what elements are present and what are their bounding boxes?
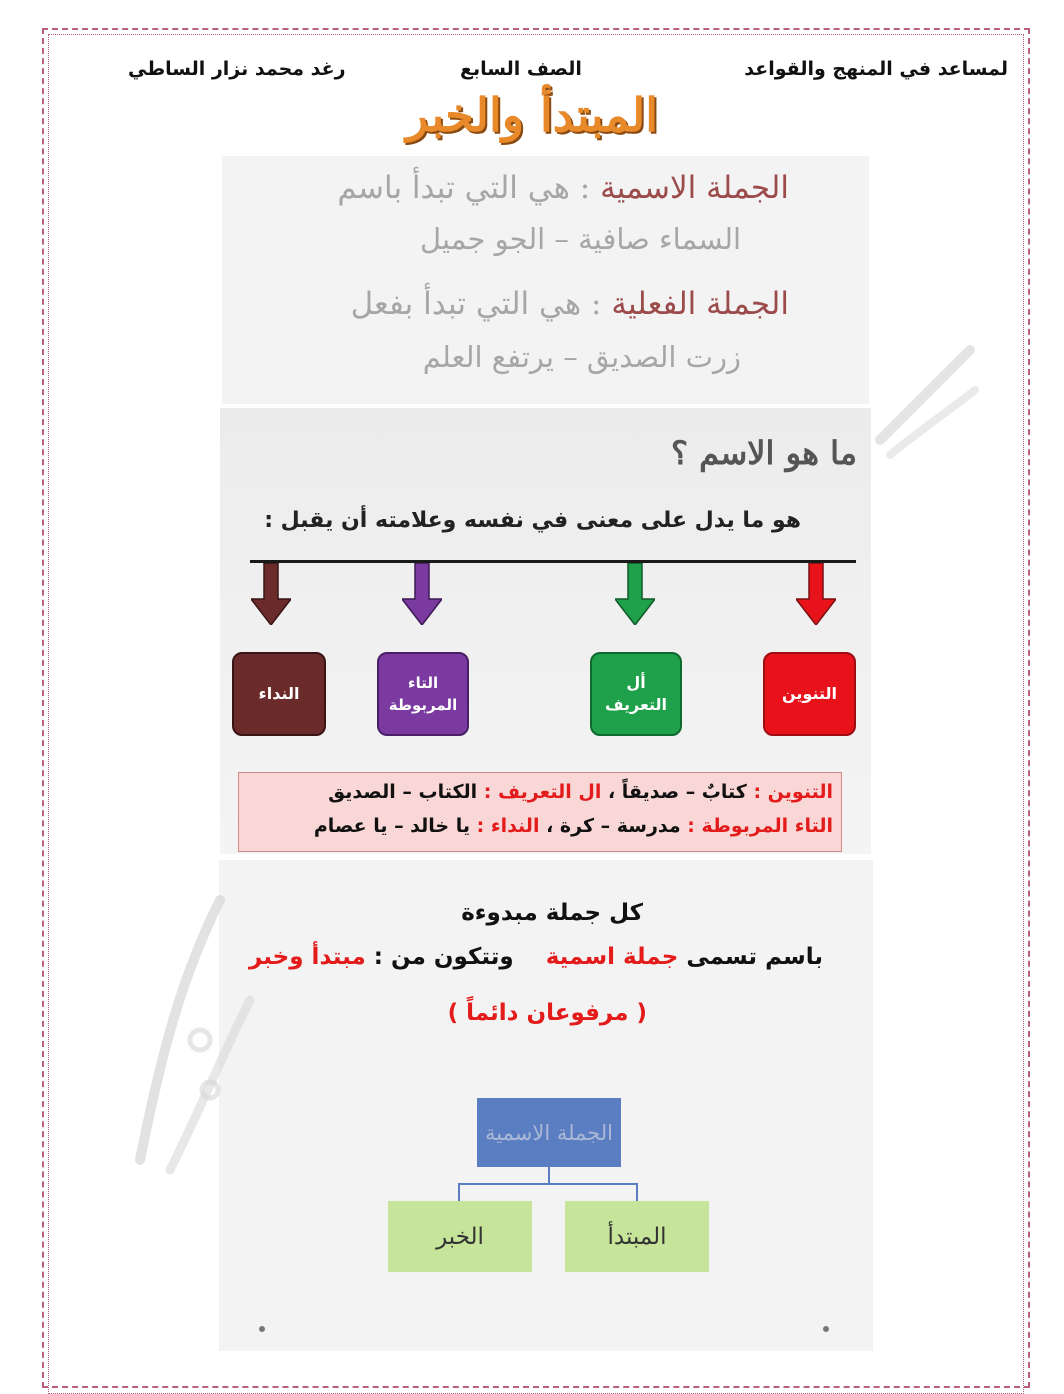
verbal-definition-line: الجملة الفعلية : هي التي تبدأ بفعل [350,286,789,322]
noun-question: ما هو الاسم ؟ [671,434,857,472]
examples-line-2: التاء المربوطة : مدرسة – كرة ، النداء : يا خالد – يا عصام [313,815,833,837]
sign-box-tanween: التنوين [763,652,856,736]
nominal-examples: السماء صافية – الجو جميل [420,222,741,256]
verbal-examples: زرت الصديق – يرتفع العلم [422,340,741,374]
arrow-down-icon-nidaa [251,563,291,625]
diagram-connector-right [636,1183,638,1201]
page-title: المبتدأ والخبر [405,88,659,142]
header-right: لمساعد في المنهج والقواعد [744,58,1008,80]
slide-dot-right [823,1326,829,1332]
arrow-down-icon-taa [402,563,442,625]
nominal-definition: هي التي تبدأ باسم [337,170,570,206]
arrow-down-icon-tanween [796,563,836,625]
sign-box-al: أل التعريف [590,652,682,736]
header-center: الصف السابع [460,58,582,80]
sign-box-nidaa: النداء [232,652,326,736]
slide-dot-left [259,1326,265,1332]
header-left: رغد محمد نزار الساطي [128,58,346,80]
nominal-definition-line: الجملة الاسمية : هي التي تبدأ باسم [337,170,789,206]
examples-line-1: التنوين : كتابٌ – صديقاً ، ال التعريف : الكتاب – الصديق [328,781,833,803]
diagram-connector-vertical [548,1167,550,1184]
diagram-connector-horizontal [458,1183,638,1185]
diagram-root-node: الجملة الاسمية [477,1098,621,1167]
nominal-rule-note: ( مرفوعان دائماً ) [447,1000,647,1026]
verbal-definition: هي التي تبدأ بفعل [350,286,582,322]
nominal-label: الجملة الاسمية [600,170,789,206]
diagram-child-khabar: الخبر [388,1201,532,1272]
nominal-rule-line-1: كل جملة مبدوءة [461,900,643,926]
diagram-connector-left [458,1183,460,1201]
arrow-down-icon-al [615,563,655,625]
verbal-label: الجملة الفعلية [611,286,789,322]
sign-box-taa: التاء المربوطة [377,652,469,736]
slide-sentence-types [222,156,869,404]
diagram-child-mubtada: المبتدأ [565,1201,709,1272]
nominal-rule-line-2: باسم تسمى جملة اسمية وتتكون من : مبتدأ وخبر [248,944,823,970]
signs-connector-line [250,560,856,563]
noun-signs-examples [238,772,842,852]
noun-definition: هو ما يدل على معنى في نفسه وعلامته أن يقبل : [264,508,801,533]
